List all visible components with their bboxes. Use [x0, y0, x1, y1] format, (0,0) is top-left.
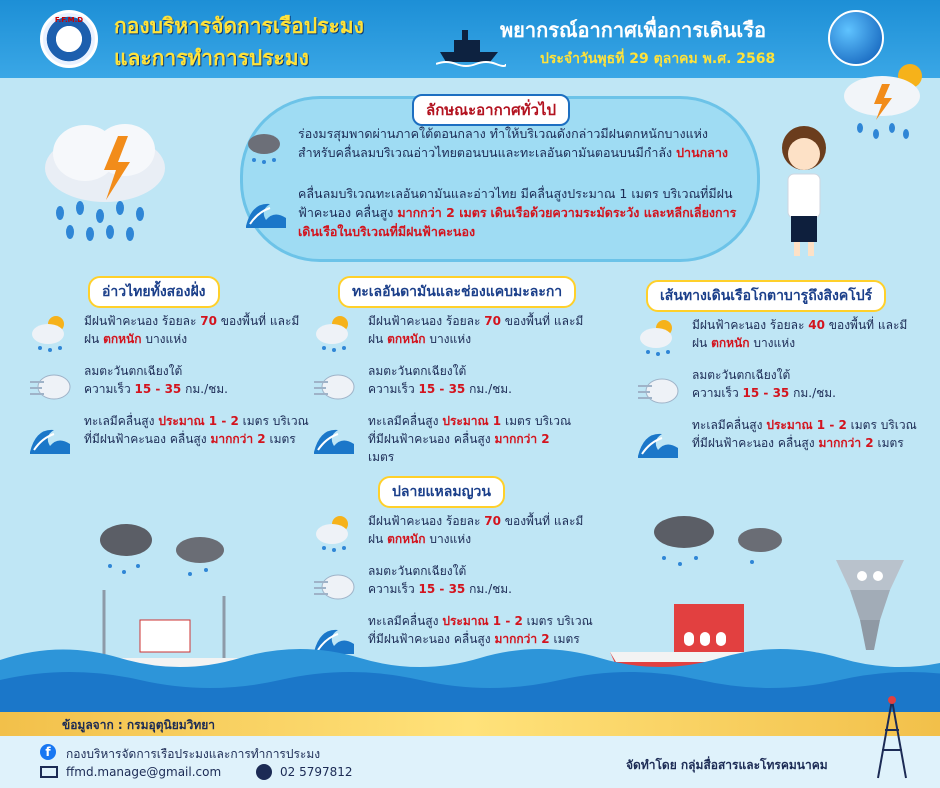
rain-forecast: มีฝนฟ้าคะนอง ร้อยละ 40 ของพื้นที่ และมีฝน ตกหนัก บางแห่ง [692, 318, 908, 350]
logo-text: F.F.M.D [54, 16, 84, 24]
facebook-icon: f [40, 744, 56, 760]
region-title-gulf: อ่าวไทยทั้งสองฝั่ง [88, 276, 220, 308]
email-link[interactable]: ffmd.manage@gmail.com [66, 765, 222, 779]
wind-icon [28, 372, 72, 406]
general-text-1: ร่องมรสุมพาดผ่านภาคใต้ตอนกลาง ทำให้บริเวณดังกล่าวมีฝนตกหนักบางแห่ง สำหรับคลื่นลมบริเวณอ่าวไทยตอนบนและทะเลอันดามันตอนบนมีกำลัง ปานกลาง [298, 126, 728, 160]
org-title-line1: กองบริหารจัดการเรือประมง [114, 14, 364, 38]
region-title-andaman: ทะเลอันดามันและช่องแคบมะละกา [338, 276, 576, 308]
phone-number[interactable]: 02 5797812 [280, 765, 353, 779]
wave-forecast: ทะเลมีคลื่นสูง ประมาณ 1 - 2 เมตร บริเวณที่มีฝนฟ้าคะนอง คลื่นสูง มากกว่า 2 เมตร [692, 418, 917, 450]
rain-forecast: มีฝนฟ้าคะนอง ร้อยละ 70 ของพื้นที่ และมีฝน ตกหนัก บางแห่ง [368, 514, 584, 546]
general-text-2: คลื่นลมบริเวณทะเลอันดามันและอ่าวไทย มีคลื่นสูงประมาณ 1 เมตร บริเวณที่มีฝนฟ้าคะนอง คลื่นสูง มากกว่า 2 เมตร เดินเรือด้วยความระมัดระวัง และหลีกเลี่ยงการเดินเรือในบริเวณที่มีฝนฟ้าคะนอง [298, 186, 737, 239]
satellite-globe-icon [828, 10, 884, 66]
rain-cloud-icon [244, 130, 284, 166]
rain-forecast: มีฝนฟ้าคะนอง ร้อยละ 70 ของพื้นที่ และมีฝน ตกหนัก บางแห่ง [368, 314, 584, 346]
rain-sun-icon [30, 312, 70, 356]
wave-forecast: ทะเลมีคลื่นสูง ประมาณ 1 - 2 เมตร บริเวณที่มีฝนฟ้าคะนอง คลื่นสูง มากกว่า 2 เมตร [84, 414, 309, 446]
storm-clouds-icon [96, 520, 236, 580]
presenter-avatar [774, 124, 834, 260]
general-weather-title: ลักษณะอากาศทั่วไป [412, 94, 570, 126]
sea-waves [0, 640, 940, 716]
radio-tower-icon [870, 690, 914, 780]
wave-icon [244, 196, 288, 230]
wind-forecast: ลมตะวันตกเฉียงใต้ ความเร็ว 15 - 35 กม./ชม. [368, 364, 512, 396]
wave-forecast: ทะเลมีคลื่นสูง ประมาณ 1 - 2 เมตร บริเวณที่มีฝนฟ้าคะนอง คลื่นสูง มากกว่า 2 เมตร [368, 614, 593, 646]
wind-forecast: ลมตะวันตกเฉียงใต้ ความเร็ว 15 - 35 กม./ชม. [84, 364, 228, 396]
rain-sun-icon [314, 312, 354, 356]
wave-icon [636, 426, 680, 464]
wave-icon [28, 422, 72, 460]
wind-forecast: ลมตะวันตกเฉียงใต้ ความเร็ว 15 - 35 กม./ชม. [692, 368, 836, 400]
org-title-line2: และการทำการประมง [114, 46, 309, 70]
wave-icon [312, 422, 356, 460]
rain-forecast: มีฝนฟ้าคะนอง ร้อยละ 70 ของพื้นที่ และมีฝน ตกหนัก บางแห่ง [84, 314, 300, 346]
rain-sun-icon [314, 512, 354, 556]
forecast-title: พยากรณ์อากาศเพื่อการเดินเรือ [500, 18, 767, 42]
phone-icon [256, 764, 272, 780]
made-by: จัดทำโดย กลุ่มสื่อสารและโทรคมนาคม [626, 758, 828, 772]
wave-forecast: ทะเลมีคลื่นสูง ประมาณ 1 เมตร บริเวณที่มีฝนฟ้าคะนอง คลื่นสูง มากกว่า 2 เมตร [368, 414, 572, 464]
wind-icon [312, 572, 356, 606]
data-source: ข้อมูลจาก : กรมอุตุนิยมวิทยา [62, 718, 216, 732]
rain-sun-icon [638, 316, 678, 360]
sun-storm-cloud-icon [840, 60, 930, 150]
storm-cloud-icon [30, 108, 180, 248]
ffmd-logo [40, 10, 98, 68]
source-bar [0, 712, 940, 736]
storm-clouds-right-icon [644, 512, 794, 572]
wind-icon [312, 372, 356, 406]
wind-icon [636, 376, 680, 410]
patrol-boat-icon [436, 22, 506, 68]
region-title-camau: ปลายแหลมญวน [378, 476, 505, 508]
facebook-link[interactable]: กองบริหารจัดการเรือประมงและการทำการประมง [66, 747, 321, 761]
wind-forecast: ลมตะวันตกเฉียงใต้ ความเร็ว 15 - 35 กม./ชม. [368, 564, 512, 596]
forecast-date: ประจำวันพุธที่ 29 ตุลาคม พ.ศ. 2568 [540, 51, 776, 67]
region-title-kotabaru: เส้นทางเดินเรือโกตาบารูถึงสิงคโปร์ [646, 280, 886, 312]
email-icon [40, 766, 58, 778]
